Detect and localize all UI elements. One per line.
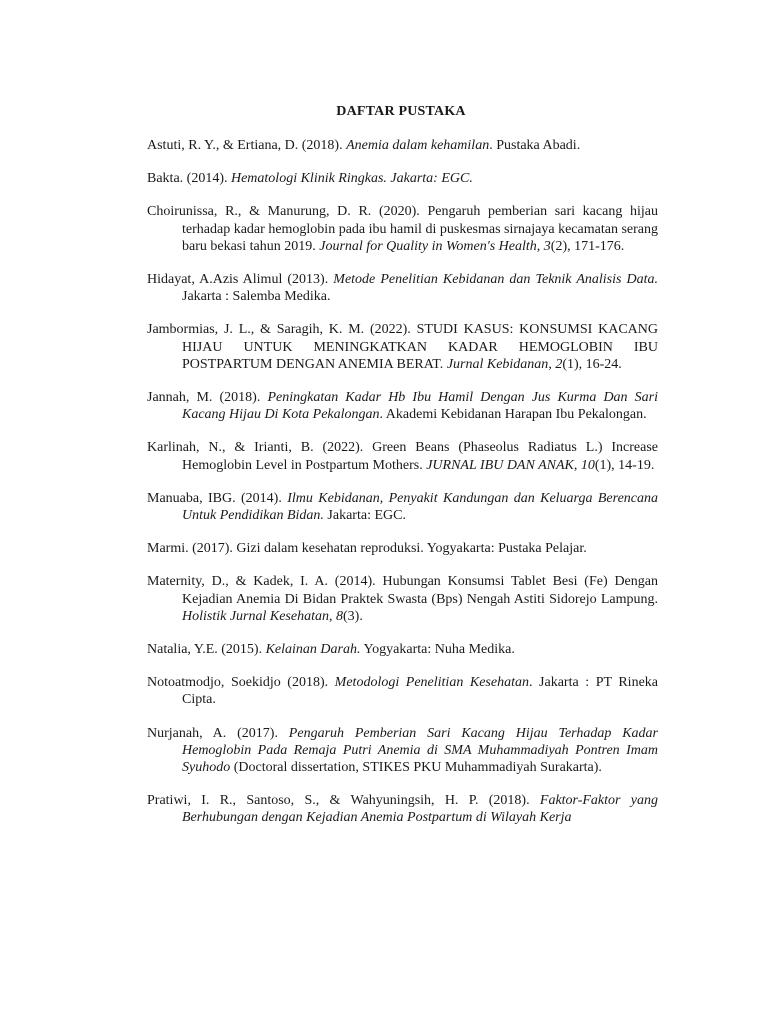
reference-text: ,	[548, 356, 556, 372]
reference-text: Bakta. (2014).	[147, 171, 231, 187]
reference-italic-text: Peningkatan Kadar Hb Ibu Hamil Dengan Jus Kurma Dan Sari Kacang Hijau Di Kota Pekalongan	[182, 390, 658, 423]
reference-list	[147, 137, 658, 843]
reference-text: Marmi. (2017). Gizi dalam kesehatan reproduksi. Yogyakarta: Pustaka Pelajar.	[147, 541, 587, 557]
reference-italic-text: Ilmu Kebidanan, Penyakit Kandungan dan Keluarga Berencana Untuk Pendidikan Bidan.	[182, 490, 658, 524]
reference-text: . Jakarta : PT Rineka Cipta.	[182, 675, 658, 708]
reference-text: Astuti, R. Y., & Ertiana, D. (2018).	[147, 138, 347, 153]
reference-text: (1), 16-24.	[562, 356, 622, 372]
reference-entry	[147, 674, 658, 708]
reference-entry	[147, 439, 658, 473]
reference-text: (2), 171-176.	[550, 238, 625, 254]
reference-text: Hidayat, A.Azis Alimul (2013).	[147, 272, 334, 288]
reference-italic-text: Metode Penelitian Kebidanan dan Teknik Analisis Data.	[333, 272, 658, 288]
page-title: DAFTAR PUSTAKA	[336, 104, 466, 119]
reference-italic-text: Faktor-Faktor yang Berhubungan dengan Kejadian Anemia Postpartum di Wilayah Kerja	[182, 793, 658, 826]
reference-text: ,	[329, 608, 336, 624]
reference-text: Notoatmodjo, Soekidjo (2018).	[147, 675, 335, 691]
reference-text: (Doctoral dissertation, STIKES PKU Muhammadiyah Surakarta).	[230, 760, 602, 776]
reference-text: ,	[573, 457, 581, 473]
reference-italic-text: Kelainan Darah.	[265, 642, 361, 658]
reference-text: Yogyakarta: Nuha Medika.	[360, 642, 515, 658]
reference-entry	[147, 271, 658, 305]
reference-text: (1), 14-19.	[594, 457, 655, 473]
reference-text: Karlinah, N., & Irianti, B. (2022). Green Beans (Phaseolus Radiatus L.) Increase Hemoglobin Level in Postpartum Mothers.	[147, 440, 658, 473]
reference-entry	[147, 540, 658, 557]
reference-text: (3).	[343, 608, 363, 624]
reference-italic-text: Hematologi Klinik Ringkas. Jakarta: EGC.	[230, 171, 473, 187]
reference-text: Nurjanah, A. (2017).	[147, 725, 289, 741]
reference-text: Maternity, D., & Kadek, I. A. (2014). Hubungan Konsumsi Tablet Besi (Fe) Dengan Kejadian Anemia Di Bidan Praktek Swasta (Bps) Nengah Astiti Sidorejo Lampung.	[147, 574, 658, 607]
reference-entry	[147, 321, 658, 373]
reference-entry	[147, 490, 658, 524]
reference-text: Jambormias, J. L., & Saragih, K. M. (2022). STUDI KASUS: KONSUMSI KACANG HIJAU UNTUK MENINGKATKAN KADAR HEMOGLOBIN IBU POSTPARTUM DENGAN ANEMIA BERAT.	[147, 322, 658, 372]
reference-entry	[147, 389, 658, 423]
reference-entry	[147, 203, 658, 255]
reference-italic-text: Pengaruh Pemberian Sari Kacang Hijau Terhadap Kadar Hemoglobin Pada Remaja Putri Anemia di SMA Muhammadiyah Pontren Imam Syuhodo	[182, 725, 658, 776]
reference-italic-text: Jurnal Kebidanan	[446, 356, 549, 372]
reference-text: Pratiwi, I. R., Santoso, S., & Wahyuningsih, H. P. (2018).	[147, 793, 540, 809]
reference-entry	[147, 792, 658, 826]
reference-text: ,	[536, 238, 544, 254]
reference-italic-text: 2	[555, 356, 563, 372]
reference-italic-text: Journal for Quality in Women's Health	[319, 238, 537, 254]
reference-italic-text: 8	[336, 608, 343, 624]
reference-text: Choirunissa, R., & Manurung, D. R. (2020). Pengaruh pemberian sari kacang hijau terhadap kadar hemoglobin pada ibu hamil di puskesmas sirnajaya kecamatan serang baru bekasi tahun 2019.	[147, 204, 658, 254]
reference-text: Jakarta: EGC.	[323, 508, 406, 524]
reference-entry	[147, 573, 658, 625]
reference-text: Jannah, M. (2018).	[147, 390, 268, 406]
reference-italic-text: Holistik Jurnal Kesehatan	[182, 608, 329, 624]
reference-italic-text: Anemia dalam kehamilan	[346, 138, 490, 153]
reference-text: Natalia, Y.E. (2015).	[147, 642, 266, 658]
reference-text: . Pustaka Abadi.	[489, 138, 581, 153]
reference-entry	[147, 725, 658, 777]
reference-italic-text: 3	[543, 238, 551, 254]
reference-entry	[147, 641, 658, 658]
reference-text: . Akademi Kebidanan Harapan Ibu Pekalongan.	[379, 407, 647, 423]
reference-italic-text: Metodologi Penelitian Kesehatan	[334, 675, 529, 691]
reference-text: Manuaba, IBG. (2014).	[147, 490, 288, 506]
reference-entry	[147, 137, 658, 154]
reference-text: Jakarta : Salemba Medika.	[182, 289, 331, 305]
reference-italic-text: 10	[580, 457, 595, 473]
reference-italic-text: JURNAL IBU DAN ANAK	[426, 457, 574, 473]
reference-entry	[147, 170, 658, 187]
